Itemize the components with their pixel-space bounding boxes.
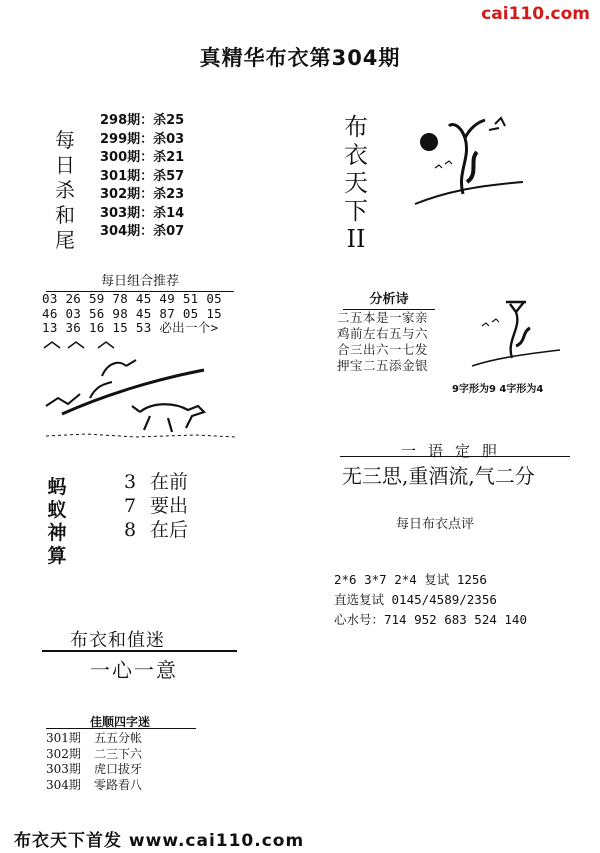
daily-kill-row: 300期：杀21 (100, 150, 185, 165)
ant-heading-char: 蚂 (47, 476, 67, 498)
four-char-period: 303期 (46, 762, 81, 776)
daily-kill-row: 298期：杀25 (100, 113, 185, 128)
daily-kill-heading-char: 和 (55, 203, 75, 227)
four-char-text: 二三下六 (94, 746, 143, 761)
combo-title: 每日组合推荐 (46, 270, 234, 292)
four-char-text: 零路看八 (94, 777, 143, 792)
ant-heading-char: 算 (47, 545, 67, 567)
combo-row: 13 36 16 15 53 必出一个> (42, 320, 219, 335)
four-char-text: 五五分帐 (94, 731, 143, 745)
ant-number: 8 (124, 519, 137, 541)
combo-row: 03 26 59 78 45 49 51 05 (42, 291, 222, 306)
banner-char: 天 (344, 169, 368, 197)
four-char-period: 301期 (46, 731, 81, 745)
four-char-title: 佳顺四字迷 (90, 715, 151, 729)
dog-under-tree-sketch-icon (42, 336, 242, 444)
code-row: 直选复试 0145/4589/2356 (334, 592, 497, 607)
banner-char: II (346, 225, 366, 253)
shape-caption: 9字形为9 4字形为4 (452, 384, 544, 395)
riddle-answer: 一心一意 (90, 658, 178, 682)
poem-box (337, 288, 441, 374)
riddle-divider (42, 650, 237, 652)
code-list (334, 570, 527, 630)
banner-char: 下 (344, 197, 368, 225)
daily-kill-row: 302期：杀23 (100, 187, 185, 202)
code-row: 心水号：714 952 683 524 140 (334, 612, 527, 627)
daily-kill-row: 299期：杀03 (100, 131, 185, 147)
four-char-row (46, 778, 142, 794)
poem-line: 二五本是一家亲 (337, 310, 429, 325)
footer-text: 布衣天下首发 www.cai110.com (14, 831, 305, 851)
daily-kill-heading-char: 每 (55, 128, 75, 152)
four-char-row (46, 762, 142, 778)
daily-kill-heading-char: 尾 (55, 228, 75, 252)
one-word-text: 无三思,重酒流,气二分 (342, 464, 535, 488)
daily-kill-list (100, 112, 184, 242)
tree-sketch-icon (466, 292, 566, 372)
combo-box (42, 270, 238, 336)
poem-line: 押宝二五添金银 (337, 358, 429, 373)
ant-text: 在后 (150, 519, 189, 541)
daily-kill-heading-char: 杀 (55, 178, 75, 202)
poem-line: 鸡前左右五与六 (337, 326, 429, 341)
ant-number: 3 (124, 471, 137, 493)
one-word-divider (340, 456, 570, 457)
page-title: 真精华布衣第304期 (199, 46, 401, 70)
ant-heading (44, 476, 70, 568)
four-char-list (46, 731, 142, 793)
poem-title: 分析诗 (343, 288, 435, 310)
ant-row (124, 518, 188, 542)
daily-kill-heading (50, 128, 80, 253)
review-title: 每日布衣点评 (396, 517, 475, 532)
four-char-period: 302期 (46, 746, 81, 761)
daily-kill-row: 303期：杀14 (100, 205, 185, 221)
ant-text: 要出 (150, 495, 189, 517)
four-char-text: 虎口拔牙 (94, 762, 143, 776)
four-char-row (46, 747, 142, 763)
ant-number: 7 (124, 495, 137, 517)
daily-kill-heading-char: 日 (55, 153, 75, 177)
poem-line: 合三出六一七发 (337, 342, 429, 357)
banner-char: 衣 (344, 141, 368, 169)
code-row: 2*6 3*7 2*4 复试 1256 (334, 572, 487, 587)
ant-text: 在前 (150, 471, 189, 493)
daily-kill-row: 304期：杀07 (100, 224, 185, 239)
one-word-title: 一语定胆 (400, 442, 509, 460)
combo-row: 46 03 56 98 45 87 05 15 (42, 305, 222, 321)
banner-char: 布 (344, 113, 368, 141)
ant-list (124, 470, 188, 542)
sun-tree-sketch-icon (405, 112, 535, 212)
site-watermark: cai110.com (481, 4, 590, 24)
four-char-row (46, 731, 142, 747)
ant-row (124, 470, 188, 494)
four-char-divider (46, 728, 196, 729)
daily-kill-row: 301期：杀57 (100, 168, 185, 184)
ant-heading-char: 蚁 (47, 499, 67, 521)
four-char-period: 304期 (46, 777, 81, 792)
riddle-title: 布衣和值迷 (70, 630, 165, 651)
ant-row (124, 494, 188, 518)
ant-heading-char: 神 (47, 522, 67, 544)
banner-heading (338, 113, 374, 253)
